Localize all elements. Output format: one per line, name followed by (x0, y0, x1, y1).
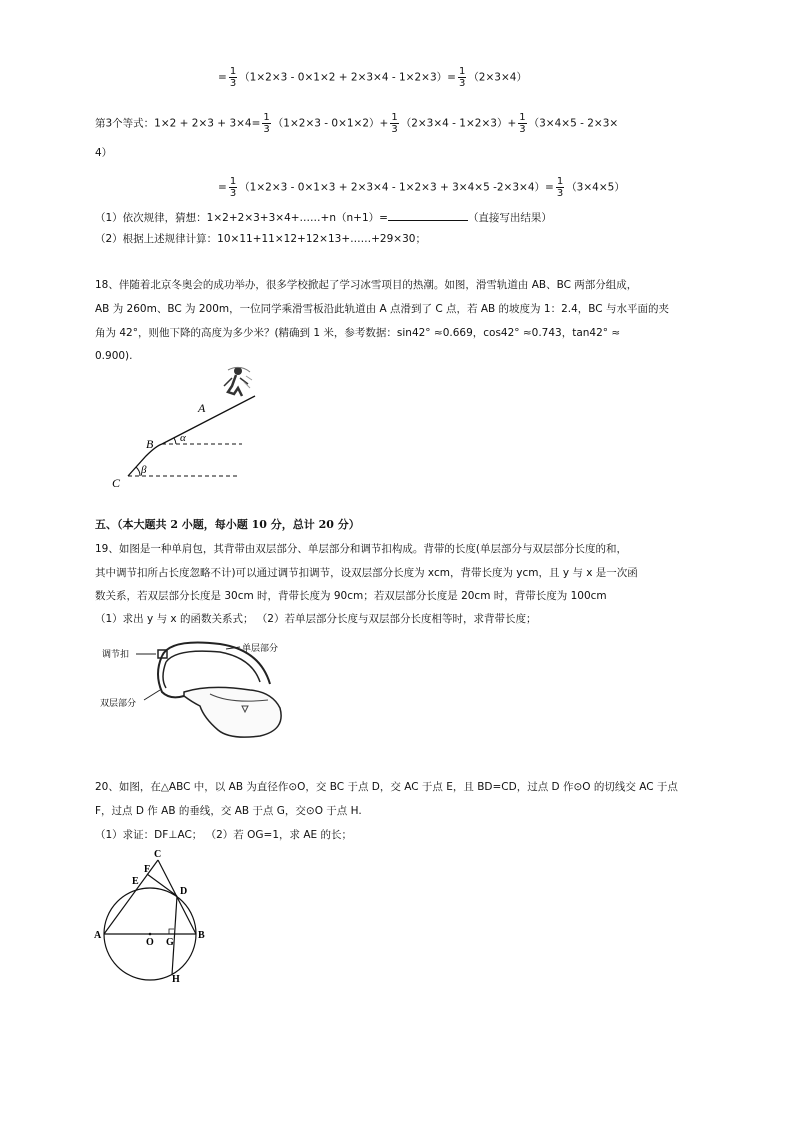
frac-numerator: 1 (458, 66, 466, 77)
eq3-part2: （2×3×4 - 1×2×3）+ (400, 117, 517, 130)
eq3-part1: （1×2×3 - 0×1×2）+ (272, 117, 389, 130)
label-alpha: α (180, 432, 186, 444)
eq3-line1 (95, 112, 618, 135)
eq2-expression: （1×2×3 - 0×1×2 + 2×3×4 - 1×2×3）= (239, 71, 456, 84)
segment-dh (172, 896, 177, 975)
fraction-one-third (518, 112, 526, 135)
eq3-expression: （1×2×3 - 0×1×3 + 2×3×4 - 1×2×3 + 3×4×5 -2×3×4）= (239, 181, 554, 194)
section-five-title: 五、（本大题共 2 小题，每小题 10 分，总计 20 分） (95, 518, 360, 531)
strap-inner (166, 651, 260, 682)
angle-beta-arc (136, 467, 140, 476)
frac-numerator: 1 (229, 176, 237, 187)
frac-denominator: 3 (458, 78, 466, 89)
frac-numerator: 1 (519, 112, 526, 123)
frac-numerator: 1 (391, 112, 398, 123)
frac-denominator: 3 (229, 78, 237, 89)
label-f: F (144, 864, 151, 875)
skier-icon (224, 367, 252, 396)
label-single-layer: 单层部分 (242, 644, 279, 654)
q19-line1: 19、如图是一种单肩包，其背带由双层部分、单层部分和调节扣构成。背带的长度(单层部分与双层部分长度的和， (95, 543, 627, 555)
label-g: G (166, 937, 174, 948)
label-e: E (132, 876, 139, 887)
angle-alpha-arc (174, 438, 176, 444)
label-double-layer: 双层部分 (100, 699, 137, 709)
q18-line3: 角为 42°，则他下降的高度为多少米？(精确到 1 米，参考数据：sin42° ≈0.669，cos42° ≈0.743，tan42° ≈ (95, 327, 621, 339)
label-b: B (198, 930, 205, 941)
label-beta: β (141, 464, 147, 476)
pointer-double (144, 690, 160, 700)
frac-numerator: 1 (263, 112, 270, 123)
fraction-one-third (390, 112, 398, 135)
frac-denominator: 3 (391, 124, 398, 135)
eq2-line2 (218, 66, 527, 89)
q17-part1-text: （1）依次规律，猜想：1×2+2×3+3×4+……+n（n+1）= (95, 212, 388, 224)
label-c: C (154, 849, 162, 860)
strap-double-layer (158, 656, 184, 697)
fraction-one-third (229, 176, 237, 199)
bag-body (184, 687, 281, 737)
segment-df (147, 874, 177, 896)
frac-denominator: 3 (519, 124, 526, 135)
q20-line2: F，过点 D 作 AB 的垂线，交 AB 于点 G，交⊙O 于点 H. (95, 805, 362, 817)
label-h: H (172, 974, 180, 984)
right-angle-mark (169, 929, 174, 934)
q17-part2: （2）根据上述规律计算：10×11+11×12+12×13+……+29×30； (95, 233, 426, 245)
label-d: D (180, 886, 188, 897)
q20-line1: 20、如图，在△ABC 中，以 AB 为直径作⊙O，交 BC 于点 D，交 AC 于点 E，且 BD=CD，过点 D 作⊙O 的切线交 AC 于点 (95, 781, 678, 793)
fraction-one-third (458, 66, 466, 89)
q17-part1 (95, 210, 552, 225)
fraction-one-third (262, 112, 270, 135)
frac-numerator: 1 (556, 176, 564, 187)
ski-slope-figure (100, 362, 270, 492)
slope-ab (162, 396, 255, 444)
eq3-result: （3×4×5） (566, 181, 625, 194)
q19-line2: 其中调节扣所占长度忽略不计)可以通过调节扣调节，设双层部分长度为 xcm，背带长度为 ycm，且 y 与 x 是一次函 (95, 567, 638, 579)
shoulder-bag-figure (100, 634, 300, 742)
q18-line4: 0.900). (95, 350, 133, 362)
q19-line4: （1）求出 y 与 x 的函数关系式； （2）若单层部分长度与双层部分长度相等时，求背带长度； (95, 613, 537, 625)
eq3-label: 第3个等式：1×2 + 2×3 + 3×4= (95, 117, 261, 130)
fraction-one-third (556, 176, 564, 199)
label-a: A (198, 401, 206, 415)
label-b: B (146, 437, 154, 451)
label-a: A (94, 930, 102, 941)
q17-part1-note: （直接写出结果） (467, 212, 552, 224)
frac-denominator: 3 (229, 188, 237, 199)
q18-line1: 18、伴随着北京冬奥会的成功举办，很多学校掀起了学习冰雪项目的热潮。如图，滑雪轨道由 AB、BC 两部分组成， (95, 279, 638, 291)
equals-sign: = (218, 71, 227, 84)
eq2-result: （2×3×4） (468, 71, 527, 84)
q20-line3: （1）求证：DF⊥AC； （2）若 OG=1，求 AE 的长； (95, 829, 353, 841)
q19-line3: 数关系，若双层部分长度是 30cm 时，背带长度为 90cm；若双层部分长度是 20cm 时，背带长度为 100cm (95, 590, 607, 602)
label-o: O (146, 937, 154, 948)
eq3-part3: （3×4×5 - 2×3× (528, 117, 619, 130)
label-buckle: 调节扣 (102, 650, 130, 660)
equals-sign: = (218, 181, 227, 194)
answer-blank (388, 210, 468, 221)
circle-geometry-figure (92, 846, 212, 984)
q18-line2: AB 为 260m、BC 为 200m，一位同学乘滑雪板沿此轨道由 A 点滑到了 C 点，若 AB 的坡度为 1：2.4，BC 与水平面的夹 (95, 303, 669, 315)
frac-denominator: 3 (556, 188, 564, 199)
frac-denominator: 3 (263, 124, 270, 135)
frac-numerator: 1 (229, 66, 237, 77)
eq3-line2 (218, 176, 625, 199)
center-dot (149, 933, 152, 936)
label-c: C (112, 476, 121, 490)
fraction-one-third (229, 66, 237, 89)
eq3-wrap: 4） (95, 147, 113, 159)
